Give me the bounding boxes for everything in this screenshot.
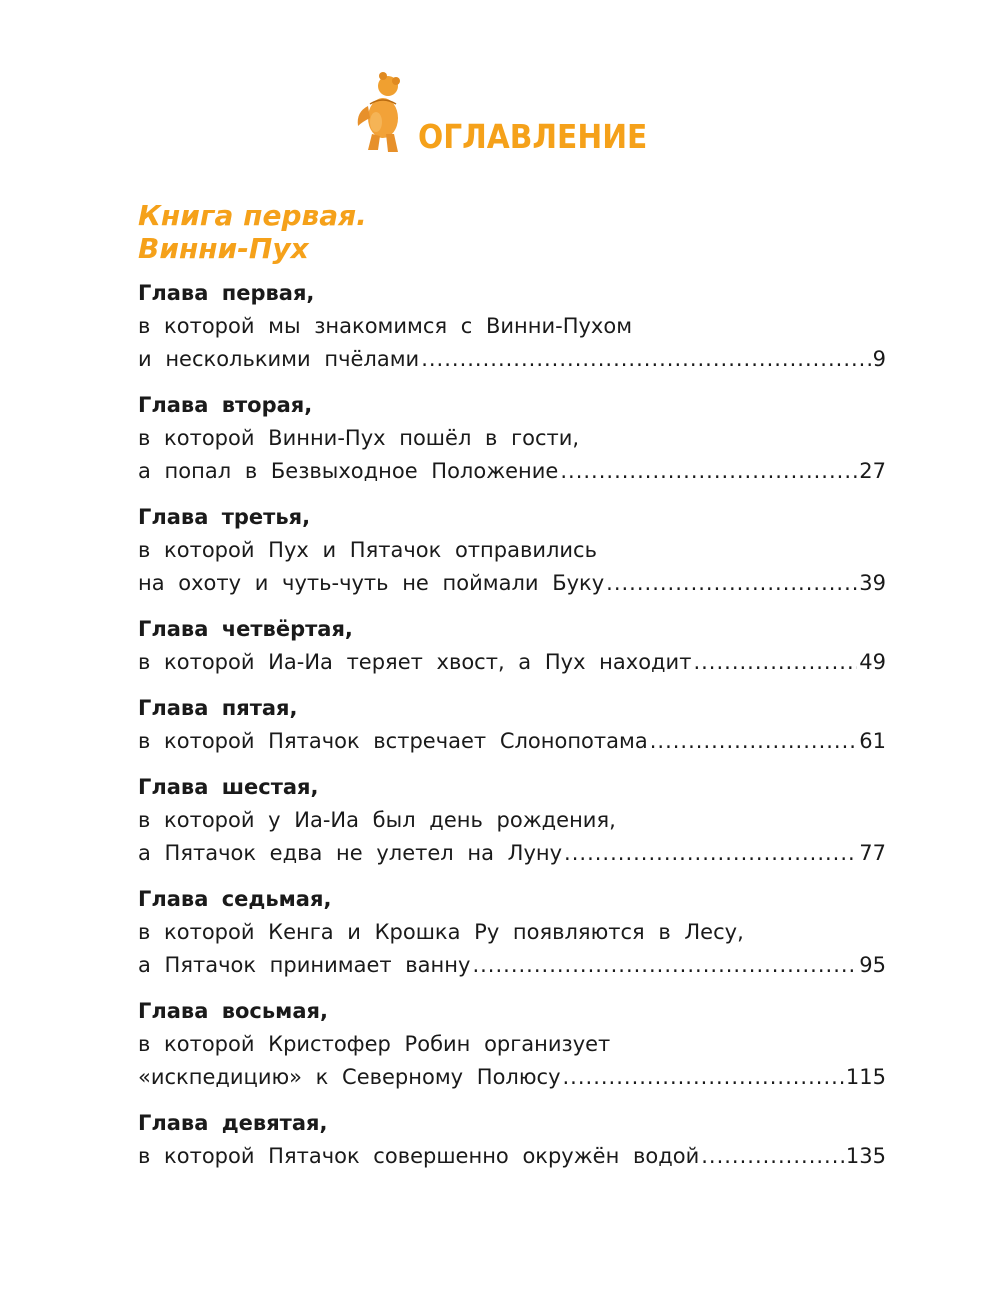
chapter-last-line [138, 646, 886, 679]
book-heading [138, 199, 367, 265]
dot-leader [472, 949, 857, 982]
chapter-title: Глава шестая, [138, 775, 319, 799]
contents-header [350, 66, 647, 158]
page-number: 135 [845, 1144, 886, 1168]
chapter-last-line [138, 455, 886, 488]
winnie-the-pooh-icon [350, 66, 412, 158]
dot-leader [564, 837, 857, 870]
toc-entry[interactable] [138, 501, 886, 600]
chapter-last-line [138, 1140, 886, 1173]
toc-entry[interactable] [138, 277, 886, 376]
chapter-title: Глава седьмая, [138, 887, 332, 911]
chapter-description-end: а попал в Безвыходное Положение [138, 459, 559, 483]
toc-entry[interactable] [138, 692, 886, 758]
chapter-title: Глава вторая, [138, 393, 313, 417]
chapter-last-line [138, 343, 886, 376]
chapter-description-end: и несколькими пчёлами [138, 347, 420, 371]
toc-entry[interactable] [138, 1107, 886, 1173]
chapter-title: Глава девятая, [138, 1111, 328, 1135]
table-of-contents [138, 277, 886, 1186]
dot-leader [421, 343, 870, 376]
toc-entry[interactable] [138, 995, 886, 1094]
chapter-last-line [138, 949, 886, 982]
chapter-last-line [138, 567, 886, 600]
dot-leader [701, 1140, 844, 1173]
contents-title: ОГЛАВЛЕНИЕ [418, 117, 648, 156]
dot-leader [560, 455, 857, 488]
chapter-last-line [138, 1061, 886, 1094]
chapter-description-end: «искпедицию» к Северному Полюсу [138, 1065, 561, 1089]
toc-entry[interactable] [138, 389, 886, 488]
chapter-description-line: в которой Пух и Пятачок отправились [138, 538, 597, 562]
dot-leader [563, 1061, 844, 1094]
chapter-last-line [138, 837, 886, 870]
page-number: 27 [859, 459, 886, 483]
chapter-title: Глава восьмая, [138, 999, 328, 1023]
page-number: 115 [845, 1065, 886, 1089]
page-number: 61 [859, 729, 886, 753]
chapter-title: Глава первая, [138, 281, 315, 305]
chapter-description-end: в которой Пятачок совершенно окружён водой [138, 1144, 700, 1168]
chapter-description-end: в которой Пятачок встречает Слонопотама [138, 729, 648, 753]
page-number: 9 [872, 347, 886, 371]
chapter-last-line [138, 725, 886, 758]
toc-entry[interactable] [138, 771, 886, 870]
chapter-description-line: в которой Кристофер Робин организует [138, 1032, 611, 1056]
chapter-description-line: в которой мы знакомимся с Винни-Пухом [138, 314, 633, 338]
toc-entry[interactable] [138, 883, 886, 982]
dot-leader [606, 567, 857, 600]
chapter-description-end: в которой Иа-Иа теряет хвост, а Пух находит [138, 650, 692, 674]
page-number: 39 [859, 571, 886, 595]
chapter-description-end: а Пятачок едва не улетел на Луну [138, 841, 563, 865]
chapter-title: Глава четвёртая, [138, 617, 353, 641]
book-heading-line1: Книга первая. [138, 199, 367, 232]
chapter-title: Глава пятая, [138, 696, 298, 720]
page-number: 49 [859, 650, 886, 674]
page-number: 95 [859, 953, 886, 977]
dot-leader [650, 725, 858, 758]
chapter-description-line: в которой у Иа-Иа был день рождения, [138, 808, 616, 832]
chapter-title: Глава третья, [138, 505, 311, 529]
chapter-description-end: а Пятачок принимает ванну [138, 953, 471, 977]
page-number: 77 [859, 841, 886, 865]
chapter-description-end: на охоту и чуть-чуть не поймали Буку [138, 571, 605, 595]
chapter-description-line: в которой Винни-Пух пошёл в гости, [138, 426, 580, 450]
book-heading-line2: Винни-Пух [138, 232, 309, 265]
dot-leader [693, 646, 857, 679]
chapter-description-line: в которой Кенга и Крошка Ру появляются в Лесу, [138, 920, 744, 944]
toc-entry[interactable] [138, 613, 886, 679]
